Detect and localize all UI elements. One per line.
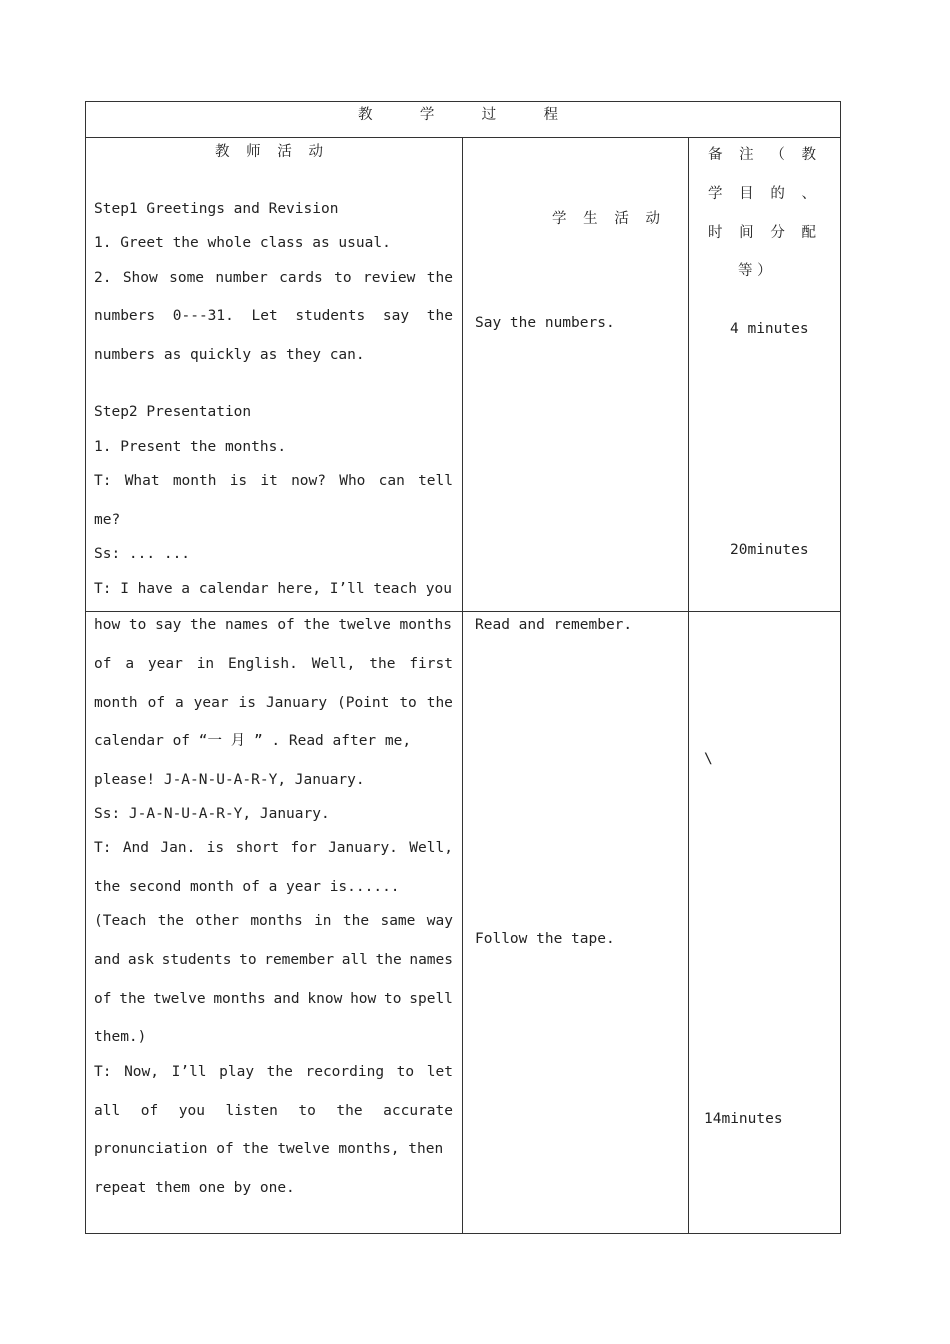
word: can (378, 473, 405, 489)
word: of (140, 1103, 159, 1119)
step1-item1: 1. Greet the whole class as usual. (94, 235, 391, 251)
step2-question-line2: me? (94, 512, 121, 528)
header-char: 配 (801, 225, 816, 241)
word: how (350, 991, 377, 1007)
word: students (295, 308, 366, 324)
word: (Point (336, 695, 390, 711)
word: Show (122, 270, 158, 286)
notes-header-line1 (708, 146, 816, 164)
word: let (426, 1064, 453, 1080)
header-char: （ (770, 147, 785, 163)
header-char: 动 (308, 144, 323, 160)
word: Well, (311, 656, 356, 672)
word: for (290, 840, 317, 856)
teacher-p2-line8: the second month of a year is...... (94, 879, 400, 895)
word: the (369, 656, 396, 672)
word: to (239, 952, 257, 968)
step1-item2-line3: numbers as quickly as they can. (94, 347, 365, 363)
word: a (125, 656, 135, 672)
student-follow-tape: Follow the tape. (475, 931, 615, 947)
word: 2. (94, 270, 112, 286)
word: in (314, 913, 332, 929)
word: January. (328, 840, 398, 856)
word: is (229, 473, 248, 489)
teacher-p2-line14 (94, 1102, 453, 1120)
word: T: (94, 1064, 112, 1080)
header-char: 目 (739, 186, 754, 202)
teacher-p2-line9 (94, 912, 453, 930)
teacher-p2-line12: them.) (94, 1029, 147, 1045)
header-char: 分 (770, 225, 785, 241)
step2-students-reply: Ss: ... ... (94, 546, 191, 562)
word: play (219, 1064, 255, 1080)
teacher-p2-line1: how to say the names of the twelve months (94, 617, 452, 633)
header-char: 备 (708, 147, 723, 163)
word: number (215, 270, 268, 286)
word: of (147, 695, 166, 711)
teacher-p2-line10 (94, 951, 453, 969)
word: accurate (383, 1103, 453, 1119)
word: all (94, 1103, 121, 1119)
header-char: 教 (215, 144, 230, 160)
title-char: 过 (481, 107, 497, 123)
word: is (238, 695, 256, 711)
header-char: 、 (801, 186, 816, 202)
word: short (235, 840, 280, 856)
word: English. (228, 656, 298, 672)
notes-header-line2 (708, 185, 816, 203)
word: Well, (409, 840, 453, 856)
word: in (196, 656, 215, 672)
teacher-activity-header (215, 143, 323, 161)
teacher-p2-line6: Ss: J-A-N-U-A-R-Y, January. (94, 806, 330, 822)
backslash-mark: \ (704, 751, 713, 767)
step2-question-line1 (94, 472, 453, 490)
notes-header-line3 (708, 224, 816, 242)
word: and (94, 952, 121, 968)
step2-calendar-line: T: I have a calendar here, I’ll teach you (94, 581, 452, 597)
word: Let (251, 308, 278, 324)
word: same (380, 913, 416, 929)
word: listen (225, 1103, 278, 1119)
word: What (124, 473, 160, 489)
word: numbers (94, 308, 156, 324)
word: know (307, 991, 343, 1007)
title-char: 程 (543, 107, 558, 123)
word: months (250, 913, 303, 929)
word: a (175, 695, 184, 711)
word: month (94, 695, 138, 711)
header-char: 活 (277, 144, 292, 160)
word: you (178, 1103, 205, 1119)
time-allocation-1: 4 minutes (730, 321, 809, 337)
word: the (119, 991, 146, 1007)
word: the (426, 270, 453, 286)
teacher-p2-line11 (94, 990, 453, 1008)
word: Jan. (160, 840, 196, 856)
word: Who (339, 473, 366, 489)
word: now? (291, 473, 326, 489)
step1-item2-line1 (94, 269, 453, 287)
word: year (193, 695, 229, 711)
word: the (157, 913, 184, 929)
word: recording (305, 1064, 385, 1080)
header-char: 学 (552, 211, 567, 227)
word: spell (409, 991, 453, 1007)
teacher-p2-line7 (94, 839, 453, 857)
header-char: 教 (801, 147, 816, 163)
time-allocation-2: 20minutes (730, 542, 809, 558)
word: the (342, 913, 370, 929)
word: it (260, 473, 278, 489)
word: January (265, 695, 328, 711)
lesson-process-table (85, 101, 841, 1234)
header-char: 生 (583, 211, 598, 227)
word: review (362, 270, 416, 286)
teacher-p2-line5: please! J-A-N-U-A-R-Y, January. (94, 772, 365, 788)
word: the (426, 695, 453, 711)
word: is (206, 840, 225, 856)
word: to (399, 695, 417, 711)
word: And (122, 840, 150, 856)
word: twelve (153, 991, 206, 1007)
word: way (426, 913, 453, 929)
word: the (426, 308, 453, 324)
word: to (384, 991, 402, 1007)
step2-title: Step2 Presentation (94, 404, 252, 420)
header-char: 师 (246, 144, 261, 160)
header-divider (86, 137, 840, 138)
teacher-p2-line4: calendar of “一 月 ” . Read after me, (94, 733, 412, 749)
word: I’ll (171, 1064, 207, 1080)
column-divider-1 (462, 138, 463, 1233)
word: all (341, 952, 368, 968)
word: the (266, 1064, 293, 1080)
word: students (161, 952, 232, 968)
word: some (169, 270, 205, 286)
word: T: (94, 473, 112, 489)
header-char: 的 (770, 186, 785, 202)
teacher-p2-line15: pronunciation of the twelve months, then (94, 1141, 444, 1157)
word: names (409, 952, 453, 968)
header-char: 学 (708, 186, 723, 202)
teacher-p2-line16: repeat them one by one. (94, 1180, 295, 1196)
row-divider (86, 611, 840, 612)
word: T: (94, 840, 112, 856)
word: the (375, 952, 402, 968)
word: of (94, 991, 112, 1007)
word: tell (418, 473, 453, 489)
title-char: 学 (419, 107, 435, 123)
header-char: 时 (708, 225, 723, 241)
word: first (409, 656, 453, 672)
word: other (195, 913, 239, 929)
word: 0---31. (172, 308, 234, 324)
step2-item1: 1. Present the months. (94, 439, 287, 455)
step1-title: Step1 Greetings and Revision (94, 201, 339, 217)
header-char: 动 (645, 211, 660, 227)
word: to (298, 1103, 316, 1119)
word: the (336, 1103, 363, 1119)
word: to (396, 1064, 415, 1080)
word: remember (264, 952, 335, 968)
word: month (172, 473, 217, 489)
header-char: 活 (614, 211, 629, 227)
step1-item2-line2 (94, 307, 453, 325)
word: to (334, 270, 352, 286)
teacher-p2-line13 (94, 1063, 453, 1081)
word: year (147, 656, 183, 672)
word: months (213, 991, 266, 1007)
teacher-p2-line2 (94, 655, 453, 673)
column-divider-2 (688, 138, 689, 1233)
word: of (94, 656, 112, 672)
student-activity-header (552, 210, 660, 228)
word: and (273, 991, 300, 1007)
header-char: 间 (739, 225, 754, 241)
table-title (358, 106, 558, 124)
teacher-p2-line3 (94, 694, 453, 712)
title-char: 教 (358, 107, 373, 123)
header-char: 注 (739, 147, 754, 163)
notes-header-line4: 等 ） (738, 263, 772, 279)
student-read-remember: Read and remember. (475, 617, 633, 633)
word: (Teach (94, 913, 147, 929)
word: Now, (124, 1064, 159, 1080)
word: say (382, 308, 410, 324)
word: cards (279, 270, 323, 286)
time-allocation-3: 14minutes (704, 1111, 783, 1127)
word: ask (127, 952, 155, 968)
student-say-numbers: Say the numbers. (475, 315, 615, 331)
